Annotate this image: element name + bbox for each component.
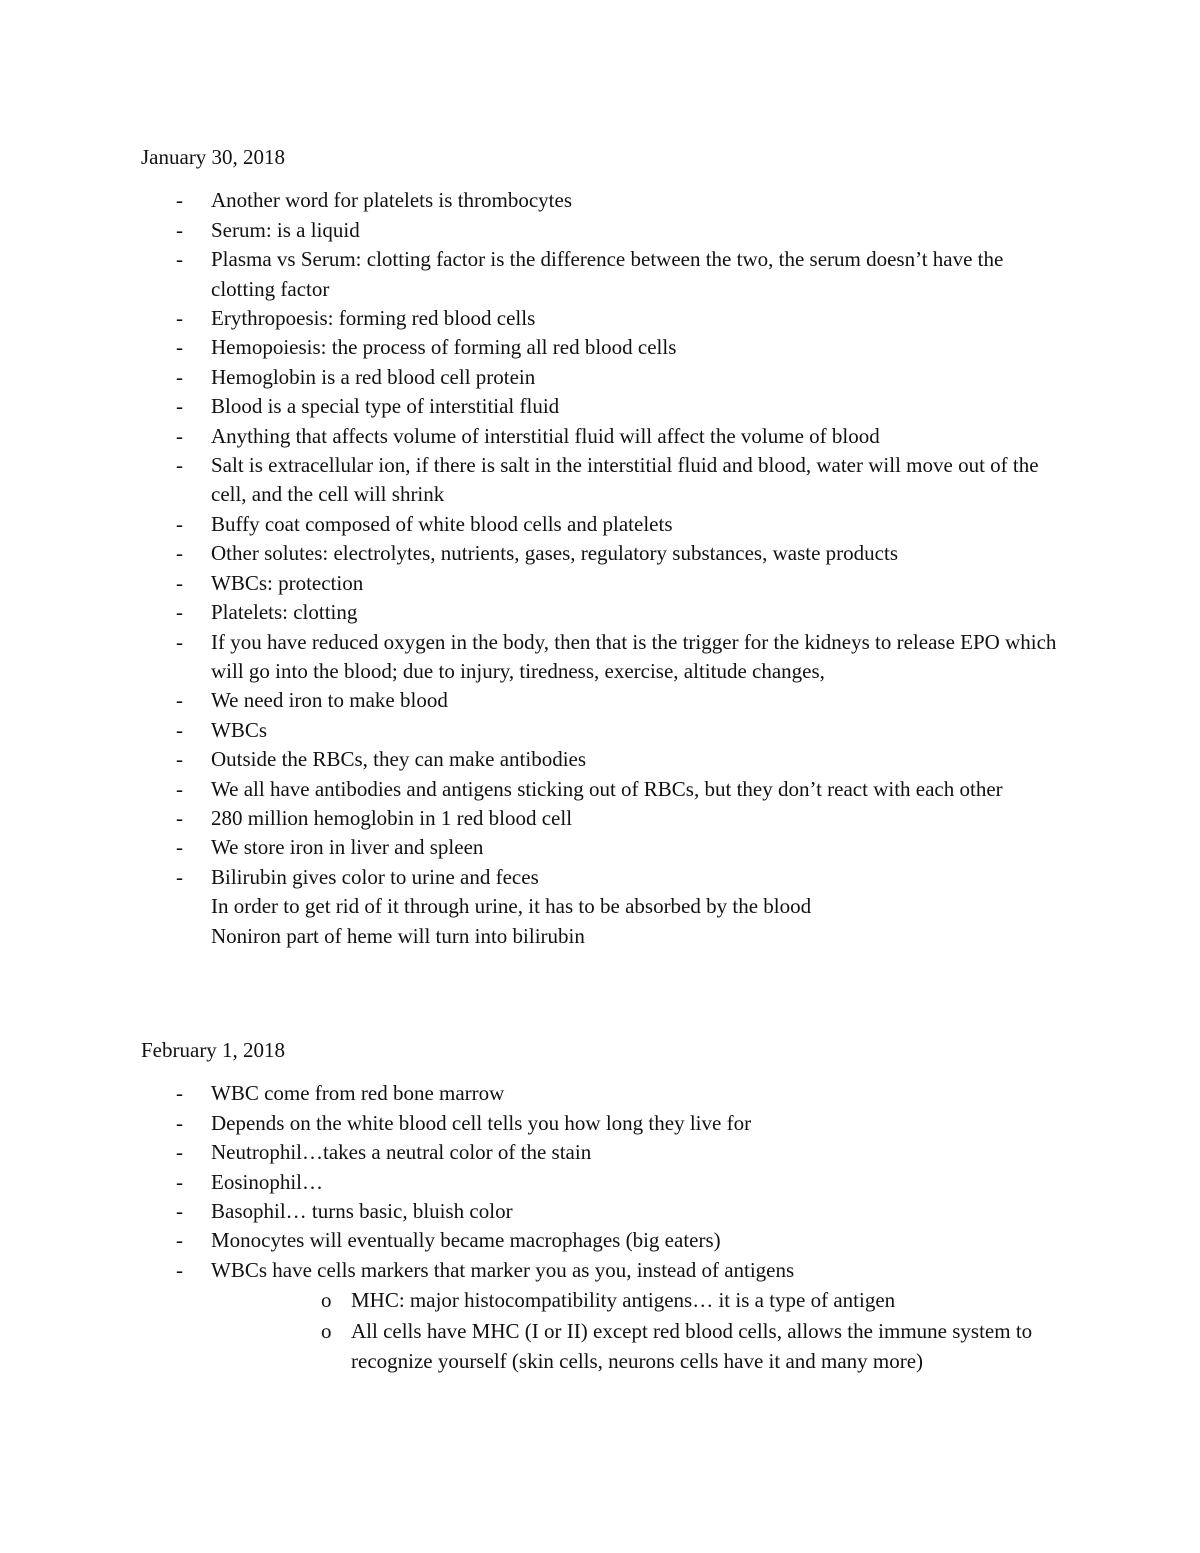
list-item-text: WBCs have cells markers that marker you as you, instead of antigens <box>211 1257 795 1282</box>
continuation-line <box>141 892 1061 921</box>
list-item <box>141 686 1061 715</box>
list-item <box>141 333 1061 362</box>
dash-bullet: - <box>176 541 183 566</box>
sub-list-item <box>211 1316 1061 1377</box>
notes-section-february-1 <box>141 1036 1061 1377</box>
list-item <box>141 775 1061 804</box>
list-item-text: Plasma vs Serum: clotting factor is the difference between the two, the serum doesn’t have the clotting factor <box>211 247 1004 301</box>
list-item-text: Hemopoiesis: the process of forming all red blood cells <box>211 335 677 360</box>
dash-bullet: - <box>176 423 183 448</box>
sub-list-item-text: All cells have MHC (I or II) except red blood cells, allows the immune system to recognize yourself (skin cells, neurons cells have it and many more) <box>351 1318 1033 1374</box>
list-item <box>141 304 1061 333</box>
circle-bullet: o <box>321 1318 332 1343</box>
dash-bullet: - <box>176 629 183 654</box>
list-item <box>141 1079 1061 1108</box>
list-item-text: We store iron in liver and spleen <box>211 835 484 860</box>
list-item-text: WBCs: protection <box>211 570 364 595</box>
list-item <box>141 863 1061 892</box>
list-item-text: 280 million hemoglobin in 1 red blood cell <box>211 805 573 830</box>
dash-bullet: - <box>176 835 183 860</box>
dash-bullet: - <box>176 864 183 889</box>
notes-list <box>141 186 1061 951</box>
notes-list <box>141 1079 1061 1376</box>
list-item-text: Basophil… turns basic, bluish color <box>211 1199 513 1224</box>
section-date: January 30, 2018 <box>141 145 286 169</box>
list-item <box>141 598 1061 627</box>
list-item-text: Platelets: clotting <box>211 600 358 625</box>
list-item <box>141 569 1061 598</box>
dash-bullet: - <box>176 217 183 242</box>
dash-bullet: - <box>176 1140 183 1165</box>
dash-bullet: - <box>176 1081 183 1106</box>
list-item-text: WBC come from red bone marrow <box>211 1081 505 1106</box>
dash-bullet: - <box>176 1257 183 1282</box>
continuation-text: Noniron part of heme will turn into bilirubin <box>211 923 585 948</box>
list-item-text: Serum: is a liquid <box>211 217 360 242</box>
list-item-text: WBCs <box>211 717 268 742</box>
dash-bullet: - <box>176 335 183 360</box>
list-item-text: Buffy coat composed of white blood cells and platelets <box>211 511 673 536</box>
list-item <box>141 1109 1061 1138</box>
list-item-text: Other solutes: electrolytes, nutrients, gases, regulatory substances, waste products <box>211 541 898 566</box>
list-item <box>141 628 1061 687</box>
dash-bullet: - <box>176 306 183 331</box>
list-item-text: Depends on the white blood cell tells you how long they live for <box>211 1110 752 1135</box>
dash-bullet: - <box>176 394 183 419</box>
list-item <box>141 1256 1061 1377</box>
dash-bullet: - <box>176 511 183 536</box>
list-item <box>141 216 1061 245</box>
dash-bullet: - <box>176 776 183 801</box>
sub-list-item-text: MHC: major histocompatibility antigens… it is a type of antigen <box>351 1288 896 1313</box>
list-item-text: We need iron to make blood <box>211 688 448 713</box>
circle-bullet: o <box>321 1288 332 1313</box>
dash-bullet: - <box>176 188 183 213</box>
list-item-text: Outside the RBCs, they can make antibodies <box>211 747 587 772</box>
list-item <box>141 745 1061 774</box>
list-item-text: Anything that affects volume of interstitial fluid will affect the volume of blood <box>211 423 880 448</box>
sub-list <box>211 1285 1061 1377</box>
dash-bullet: - <box>176 1228 183 1253</box>
list-item-text: Eosinophil… <box>211 1169 324 1194</box>
list-item <box>141 451 1061 510</box>
list-item <box>141 1197 1061 1226</box>
list-item-text: Another word for platelets is thrombocytes <box>211 188 572 213</box>
section-date: February 1, 2018 <box>141 1038 286 1062</box>
sub-list-item <box>211 1285 1061 1316</box>
dash-bullet: - <box>176 570 183 595</box>
list-item <box>141 363 1061 392</box>
list-item <box>141 392 1061 421</box>
list-item-text: Monocytes will eventually became macrophages (big eaters) <box>211 1228 721 1253</box>
list-item <box>141 422 1061 451</box>
dash-bullet: - <box>176 453 183 478</box>
list-item <box>141 716 1061 745</box>
list-item-text: We all have antibodies and antigens sticking out of RBCs, but they don’t react with each other <box>211 776 1003 801</box>
dash-bullet: - <box>176 247 183 272</box>
list-item-text: Hemoglobin is a red blood cell protein <box>211 364 536 389</box>
dash-bullet: - <box>176 1169 183 1194</box>
list-item <box>141 245 1061 304</box>
list-item-text: If you have reduced oxygen in the body, then that is the trigger for the kidneys to release EPO which will go into the blood; due to injury, tiredness, exercise, altitude changes, <box>211 629 1057 683</box>
continuation-line <box>141 922 1061 951</box>
dash-bullet: - <box>176 1110 183 1135</box>
list-item-text: Erythropoesis: forming red blood cells <box>211 306 536 331</box>
dash-bullet: - <box>176 364 183 389</box>
dash-bullet: - <box>176 805 183 830</box>
dash-bullet: - <box>176 600 183 625</box>
list-item-text: Neutrophil…takes a neutral color of the stain <box>211 1140 592 1165</box>
dash-bullet: - <box>176 688 183 713</box>
list-item-text: Bilirubin gives color to urine and feces <box>211 864 539 889</box>
continuation-text: In order to get rid of it through urine, it has to be absorbed by the blood <box>211 894 812 919</box>
list-item <box>141 1168 1061 1197</box>
list-item-text: Salt is extracellular ion, if there is salt in the interstitial fluid and blood, water will move out of the cell, and the cell will shrink <box>211 453 1039 507</box>
list-item <box>141 804 1061 833</box>
list-item <box>141 1138 1061 1167</box>
list-item <box>141 186 1061 215</box>
list-item <box>141 539 1061 568</box>
list-item <box>141 1226 1061 1255</box>
dash-bullet: - <box>176 747 183 772</box>
list-item-text: Blood is a special type of interstitial fluid <box>211 394 560 419</box>
notes-section-january-30 <box>141 143 1061 951</box>
dash-bullet: - <box>176 1199 183 1224</box>
dash-bullet: - <box>176 717 183 742</box>
list-item <box>141 510 1061 539</box>
list-item <box>141 833 1061 862</box>
